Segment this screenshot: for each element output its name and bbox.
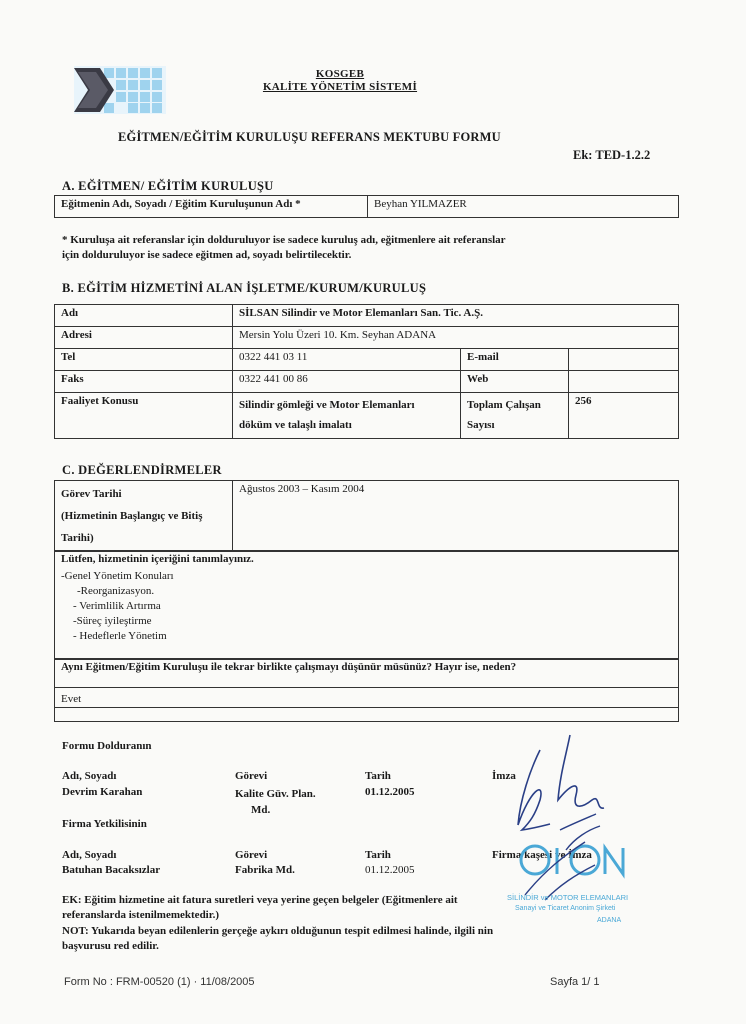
annex-code: Ek: TED-1.2.2 [573, 148, 651, 162]
authority-name: Batuhan Bacaksızlar [62, 864, 161, 876]
note-line1: * Kuruluşa ait referanslar için dolduruluyor ise sadece kuruluş adı, eğitmenlere ait referanslar [62, 234, 506, 246]
trainer-name-value: Beyhan YILMAZER [368, 196, 679, 218]
stamp-signature-label: Firma kaşesi ve İmza [492, 849, 592, 861]
note-line2: için dolduruluyor ise sadece eğitmen ad, soyadı belirtilecektir. [62, 249, 352, 261]
stamp-line1: SİLİNDİR ve MOTOR ELEMANLARI [507, 893, 629, 902]
web-label: Web [461, 371, 569, 393]
fax-label: Faks [55, 371, 233, 393]
section-b-title: B. EĞİTİM HİZMETİNİ ALAN İŞLETME/KURUM/KURULUŞ [62, 281, 427, 295]
authority-name-label: Adı, Soyadı [62, 849, 117, 861]
activity-label: Faaliyet Konusu [55, 393, 233, 439]
rework-answer: Evet [61, 693, 82, 705]
authority-date-label: Tarih [365, 849, 391, 861]
duty-date-line3: Tarihi) [61, 532, 94, 544]
content-item: -Reorganizasyon. [77, 585, 155, 597]
content-item: -Süreç iyileştirme [73, 615, 152, 627]
filler-duty [235, 786, 316, 818]
section-a-title: A. EĞİTMEN/ EĞİTİM KURULUŞU [62, 179, 274, 193]
section-c-title: C. DEĞERLENDİRMELER [62, 463, 222, 477]
duty-date-label [55, 481, 233, 552]
stamp-city: ADANA [597, 917, 622, 924]
company-name-label: Adı [55, 305, 233, 327]
organization-name [230, 68, 450, 94]
rework-question: Aynı Eğitmen/Eğitim Kuruluşu ile tekrar birlikte çalışmayı düşünür müsünüz? Hayır ise, neden? [61, 661, 517, 673]
web-value [569, 371, 679, 393]
trainer-name-label: Eğitmenin Adı, Soyadı / Eğitim Kuruluşunun Adı * [55, 196, 368, 218]
not-note-line1: NOT: Yukarıda beyan edilenlerin gerçeğe aykırı olduğunun tespit edilmesi halinde, ilgili nin [62, 925, 494, 937]
filler-name: Devrim Karahan [62, 786, 143, 798]
content-item: - Hedeflerle Yönetim [73, 630, 167, 642]
filler-duty-line2: Md. [251, 804, 271, 816]
phone-value: 0322 441 03 11 [233, 349, 461, 371]
employee-count-value: 256 [569, 393, 679, 439]
org-line1: KOSGEB [315, 68, 365, 80]
form-number: Form No : FRM-00520 (1) · 11/08/2005 [64, 976, 255, 988]
address-value: Mersin Yolu Üzeri 10. Km. Seyhan ADANA [233, 327, 679, 349]
stamp-line2: Sanayi ve Ticaret Anonim Şirketi [515, 905, 616, 912]
duty-date-line2: (Hizmetinin Başlangıç ve Bitiş [61, 510, 203, 522]
address-label: Adresi [55, 327, 233, 349]
ek-note-line2: referanslarda istenilmemektedir.) [62, 909, 220, 921]
section-c-date-table [54, 480, 679, 552]
not-note-line2: başvurusu red edilir. [62, 940, 159, 952]
phone-label: Tel [55, 349, 233, 371]
email-label: E-mail [461, 349, 569, 371]
content-item: -Genel Yönetim Konuları [61, 570, 174, 582]
form-title: EĞİTMEN/EĞİTİM KURULUŞU REFERANS MEKTUBU FORMU [118, 130, 501, 144]
duty-date-value: Ağustos 2003 – Kasım 2004 [233, 481, 679, 552]
section-a-table [54, 195, 679, 218]
activity-value [233, 393, 461, 439]
authority-date: 01.12.2005 [365, 864, 415, 876]
section-b-table [54, 304, 679, 439]
filler-date: 01.12.2005 [365, 786, 415, 798]
not-note [62, 924, 622, 954]
content-item: - Verimlilik Artırma [73, 600, 161, 612]
org-line2: KALİTE YÖNETİM SİSTEMİ [262, 81, 418, 93]
email-value [569, 349, 679, 371]
employee-label-line1: Toplam Çalışan [467, 399, 541, 411]
authority-duty: Fabrika Md. [235, 864, 295, 876]
employee-count-label [461, 393, 569, 439]
page-number: Sayfa 1/ 1 [550, 976, 600, 988]
service-content-box [54, 550, 679, 660]
activity-line2: döküm ve talaşlı imalatı [239, 419, 352, 431]
content-items [61, 569, 174, 644]
ek-note-line1: EK: Eğitim hizmetine ait fatura suretleri veya yerine geçen belgeler (Eğitmenlere ait [62, 894, 458, 906]
ek-note [62, 893, 622, 923]
filler-duty-label: Görevi [235, 770, 268, 782]
activity-line1: Silindir gömleği ve Motor Elemanları [239, 399, 415, 411]
duty-date-line1: Görev Tarihi [61, 488, 122, 500]
rework-question-box [54, 658, 679, 722]
authority-title: Firma Yetkilisinin [62, 818, 147, 830]
filler-date-label: Tarih [365, 770, 391, 782]
content-prompt: Lütfen, hizmetinin içeriğini tanımlayınız. [61, 553, 254, 565]
filler-title: Formu Dolduranın [62, 740, 152, 752]
authority-duty-label: Görevi [235, 849, 268, 861]
section-a-note [62, 233, 622, 263]
employee-label-line2: Sayısı [467, 419, 495, 431]
filler-duty-line1: Kalite Güv. Plan. [235, 788, 316, 800]
fax-value: 0322 441 00 86 [233, 371, 461, 393]
signature-label: İmza [492, 770, 516, 782]
kosgeb-logo [74, 66, 166, 114]
company-name-value: SİLSAN Silindir ve Motor Elemanları San. Tic. A.Ş. [233, 305, 679, 327]
filler-name-label: Adı, Soyadı [62, 770, 117, 782]
